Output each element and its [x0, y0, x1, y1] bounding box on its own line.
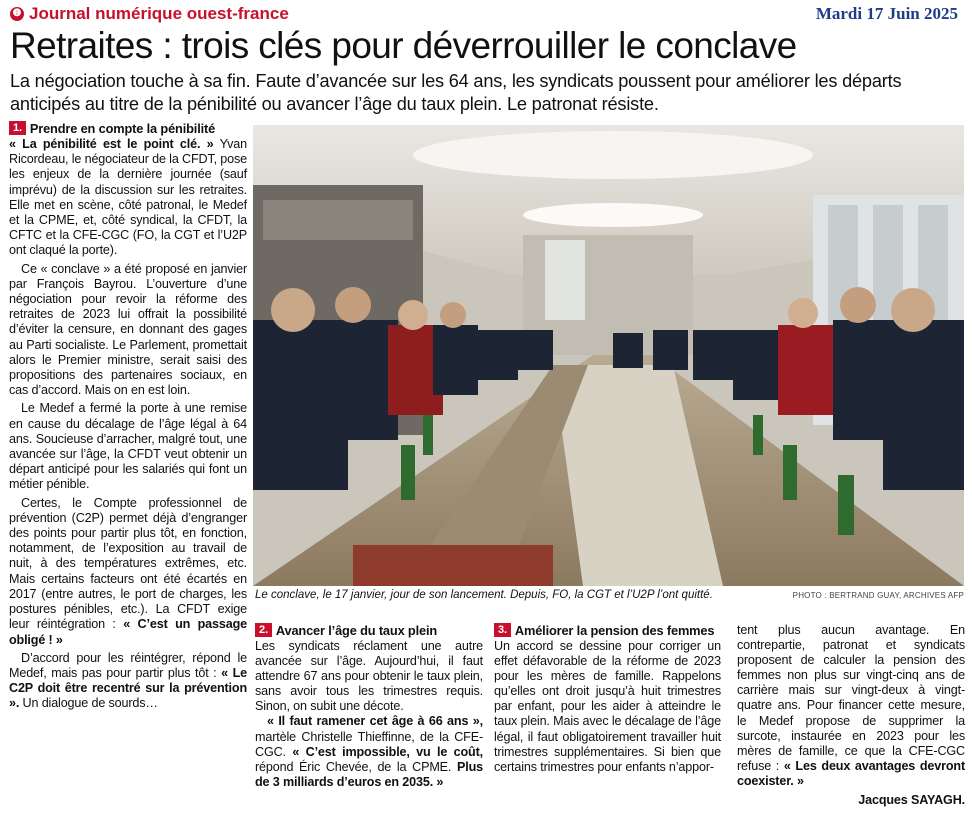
- section-3-paragraph-part-2: [737, 623, 965, 789]
- quote: « C’est impossible, vu le coût,: [292, 744, 483, 759]
- section-1-paragraph-4: [9, 496, 247, 648]
- section-1-paragraph-5: [9, 651, 247, 712]
- conclave-photo: [253, 125, 964, 586]
- quote: « Les deux avantages devront coexister. »: [737, 758, 965, 788]
- author-signature: Jacques SAYAGH.: [858, 793, 965, 808]
- paragraph-text: Certes, le Compte professionnel de prévention (C2P) permet déjà d’engranger des points pour partir plus tôt, en fonction, notamment, de l’exposition au travail de nuit, à des températures extrêmes, etc. Mais certains facteurs ont été écartés en 2017 (entre autres, le port de charges, les postures pénibles, etc.). La CFDT exige leur réintégration :: [9, 495, 247, 632]
- paragraph-text: Un dialogue de sourds…: [19, 696, 158, 711]
- section-1-paragraph-1: [9, 137, 247, 259]
- section-1-heading: [9, 121, 247, 136]
- section-2-title: Avancer l’âge du taux plein: [275, 623, 438, 638]
- photo-credit: PHOTO : BERTRAND GUAY, ARCHIVES AFP: [792, 591, 964, 600]
- section-2-paragraph-2: [255, 714, 483, 789]
- headline: Retraites : trois clés pour déverrouiller le conclave: [10, 25, 797, 66]
- paragraph-text: tent plus aucun avantage. En contrepartie, patronat et syndicats proposent de calculer la pension des femmes non plus sur vingt-cinq ans de carrière mais sur vingt-deux à vingt-quatre ans. Pour financer cette mesure, le Medef propose de supprimer la surcote, instaurée en 2023 pour les mères de famille, ce que la CFE-CGC refuse :: [737, 623, 965, 773]
- section-1-paragraph-3: Le Medef a fermé la porte à une remise en cause du décalage de l’âge légal à 64 ans. Soucieuse d’arracher, malgré tout, une avancée sur l’âge, la CFDT veut obtenir un départ anticipé pour les salariés qui font un métier pénible.: [9, 401, 247, 492]
- column-section-3-continued: [737, 623, 965, 808]
- quote: « Le C2P doit être recentré sur la prévention ».: [9, 665, 247, 711]
- section-3-paragraph-part-1: Un accord se dessine pour corriger un effet défavorable de la réforme de 2023 pour les mères de famille. Rappelons qu’elles ont droit jusqu’à huit trimestres par enfant, pour les aider à atteindre le taux plein. Mais avec le décalage de l’âge légal, il faut obligatoirement travailler huit trimestres supplémentaires. Si bien que certains trimestres pour enfants n’appor-: [494, 639, 721, 774]
- section-1-number: 1.: [9, 121, 26, 135]
- section-2-heading: [255, 623, 483, 638]
- caption-text: Le conclave, le 17 janvier, jour de son lancement. Depuis, FO, la CGT et l’U2P l’ont quitté.: [255, 589, 713, 601]
- paragraph-text: répond Éric Chevée, de la CPME.: [255, 759, 457, 774]
- brand-name: Journal numérique ouest-france: [29, 4, 289, 23]
- section-3-heading: [494, 623, 721, 638]
- column-section-2: [255, 623, 483, 790]
- column-section-3: [494, 623, 721, 775]
- section-3-title: Améliorer la pension des femmes: [514, 623, 715, 638]
- brand-logo-icon: ❶: [10, 7, 24, 21]
- issue-date: Mardi 17 Juin 2025: [815, 4, 958, 23]
- section-2-paragraph-1: Les syndicats réclament une autre avancée sur l’âge. Aujourd’hui, il faut attendre 67 ans pour obtenir le taux plein, sans avoir tous les trimestres requis. Sinon, on subit une décote.: [255, 639, 483, 714]
- paragraph-text: Yvan Ricordeau, le négociateur de la CFDT, pose les enjeux de la dernière journée (sauf imprévu) de la discussion sur les retraites. Elle met en scène, côté patronal, le Medef et la CPME, et, côté syndical, la CFDT, la CFTC et la CFE-CGC (FO, la CGT et l’U2P ont claqué la porte).: [9, 137, 248, 258]
- paragraph-text: martèle Christelle Thieffinne, de la CFE-CGC.: [255, 729, 483, 759]
- deck: La négociation touche à sa fin. Faute d’avancée sur les 64 ans, les syndicats poussent pour améliorer les départs anticipés au titre de la pénibilité ou avancer l’âge du taux plein. Le patronat résiste.: [10, 71, 902, 114]
- meeting-room-illustration: [253, 125, 964, 586]
- paragraph-text: D’accord pour les réintégrer, répond le Medef, mais pas pour partir plus tôt :: [9, 650, 247, 680]
- section-1-paragraph-2: Ce « conclave » a été proposé en janvier par François Bayrou. L’ouverture d’une négociation pour revoir la réforme des retraites de 2023 lui offrait la possibilité d’éviter la censure, en donnant des gages au Parti socialiste. Le Parlement, promettait alors le Premier ministre, serait saisi des propositions des partenaires sociaux, en cas d’accord. Mais on en est loin.: [9, 261, 247, 398]
- photo-caption: [255, 589, 964, 601]
- quote: « C’est un passage obligé ! »: [9, 617, 247, 647]
- section-1-title: Prendre en compte la pénibilité: [29, 121, 216, 136]
- quote: « La pénibilité est le point clé. »: [9, 137, 214, 151]
- masthead: [10, 3, 289, 25]
- section-2-number: 2.: [255, 623, 272, 637]
- quote: Plus de 3 milliards d’euros en 2035. »: [255, 759, 483, 789]
- column-section-1: [9, 121, 247, 715]
- section-3-number: 3.: [494, 623, 511, 637]
- quote: « Il faut ramener cet âge à 66 ans »,: [267, 714, 483, 729]
